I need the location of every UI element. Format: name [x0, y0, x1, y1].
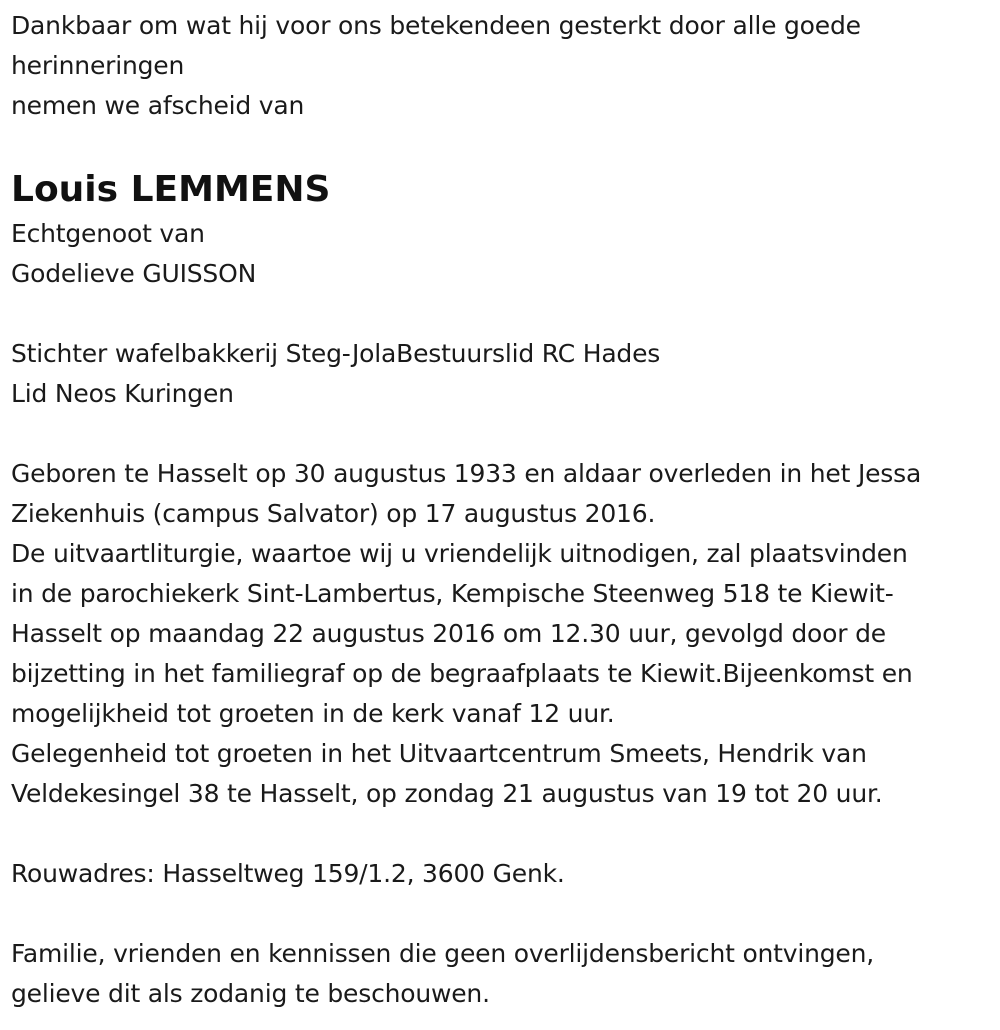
spacer [11, 814, 1000, 854]
deceased-section [11, 126, 1000, 294]
spacer [11, 414, 1000, 454]
deceased-name: Louis LEMMENS [11, 169, 331, 210]
role-line-2: Lid Neos Kuringen [11, 379, 234, 408]
details-line: Veldekesingel 38 te Hasselt, op zondag 21 augustus van 19 tot 20 uur. [11, 779, 883, 808]
details-line: in de parochiekerk Sint-Lambertus, Kempische Steenweg 518 te Kiewit- [11, 579, 894, 608]
intro-line-3: nemen we afscheid van [11, 91, 305, 120]
closing-line-1: Familie, vrienden en kennissen die geen overlijdensbericht ontvingen, [11, 939, 875, 968]
closing-section [11, 894, 1000, 1014]
spacer [11, 294, 1000, 334]
address-section [11, 814, 1000, 894]
details-line: mogelijkheid tot groeten in de kerk vanaf 12 uur. [11, 699, 615, 728]
details-line: Gelegenheid tot groeten in het Uitvaartcentrum Smeets, Hendrik van [11, 739, 867, 768]
roles-section [11, 294, 1000, 414]
mourning-address: Rouwadres: Hasseltweg 159/1.2, 3600 Genk. [11, 859, 565, 888]
details-line: Ziekenhuis (campus Salvator) op 17 augustus 2016. [11, 499, 656, 528]
closing-line-2: gelieve dit als zodanig te beschouwen. [11, 979, 490, 1008]
intro-section [11, 6, 1000, 126]
details-line: De uitvaartliturgie, waartoe wij u vriendelijk uitnodigen, zal plaatsvinden [11, 539, 908, 568]
relation-label: Echtgenoot van [11, 219, 205, 248]
details-section [11, 414, 1000, 814]
spacer [11, 894, 1000, 934]
spouse-name: Godelieve GUISSON [11, 259, 257, 288]
intro-line-1: Dankbaar om wat hij voor ons betekendeen gesterkt door alle goede [11, 11, 861, 40]
role-line-1: Stichter wafelbakkerij Steg-JolaBestuurslid RC Hades [11, 339, 661, 368]
details-line: Hasselt op maandag 22 augustus 2016 om 12.30 uur, gevolgd door de [11, 619, 886, 648]
details-line: Geboren te Hasselt op 30 augustus 1933 en aldaar overleden in het Jessa [11, 459, 922, 488]
details-line: bijzetting in het familiegraf op de begraafplaats te Kiewit.Bijeenkomst en [11, 659, 913, 688]
intro-line-2: herinneringen [11, 51, 185, 80]
spacer [11, 126, 1000, 166]
